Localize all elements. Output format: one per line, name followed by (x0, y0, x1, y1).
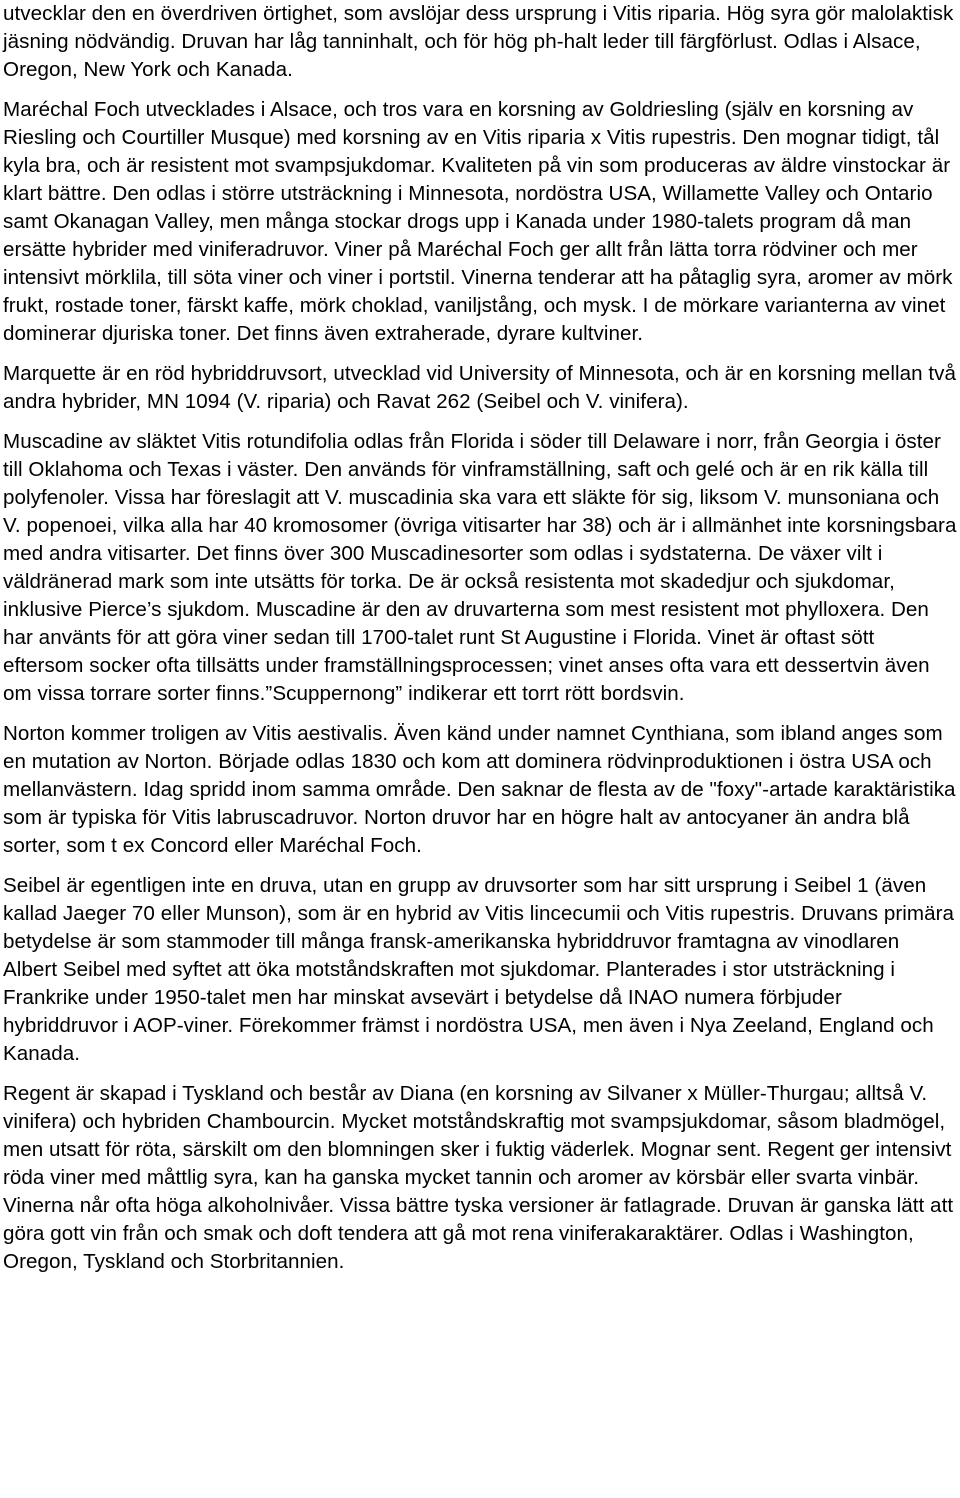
paragraph-marquette: Marquette är en röd hybriddruvsort, utvecklad vid University of Minnesota, och är en korsning mellan två andra hybrider, MN 1094 (V. riparia) och Ravat 262 (Seibel och V. vinifera). (3, 362, 956, 413)
paragraph-riparia-continued: utvecklar den en överdriven örtighet, som avslöjar dess ursprung i Vitis riparia. Hög syra gör malolaktisk jäsning nödvändig. Druvan har låg tanninhalt, och för hög ph-halt leder till färgförlust. Odlas i Alsace, Oregon, New York och Kanada. (3, 2, 954, 81)
document-page (3, 0, 957, 1288)
paragraph-marechal-foch: Maréchal Foch utvecklades i Alsace, och tros vara en korsning av Goldriesling (själv en korsning av Riesling och Courtiller Musque) med korsning av en Vitis riparia x Vitis rupestris. Den mognar tidigt, tål kyla bra, och är resistent mot svampsjukdomar. Kvaliteten på vin som produceras av äldre vinstockar är klart bättre. Den odlas i större utsträckning i Minnesota, nordöstra USA, Willamette Valley och Ontario samt Okanagan Valley, men många stockar drogs upp i Kanada under 1980-talets program då man ersätte hybrider med viniferadruvor. Viner på Maréchal Foch ger allt från lätta torra rödviner och mer intensivt mörklila, till söta viner och viner i portstil. Vinerna tenderar att ha påtaglig syra, aromer av mörk frukt, rostade toner, färskt kaffe, mörk choklad, vaniljstång, och mysk. I de mörkare varianterna av vinet dominerar djuriska toner. Det finns även extraherade, dyrare kultviner. (3, 98, 953, 345)
paragraph-seibel: Seibel är egentligen inte en druva, utan en grupp av druvsorter som har sitt ursprung i Seibel 1 (även kallad Jaeger 70 eller Munson), som är en hybrid av Vitis lincecumii och Vitis rupestris. Druvans primära betydelse är som stammoder till många fransk-amerikanska hybriddruvor framtagna av vinodlaren Albert Seibel med syftet att öka motståndskraften mot sjukdomar. Planterades i stor utsträckning i Frankrike under 1950-talet men har minskat avsevärt i betydelse då INAO numera förbjuder hybriddruvor i AOP-viner. Förekommer främst i nordöstra USA, men även i Nya Zeeland, England och Kanada. (3, 874, 955, 1065)
paragraph-muscadine: Muscadine av släktet Vitis rotundifolia odlas från Florida i söder till Delaware i norr, från Georgia i öster till Oklahoma och Texas i väster. Den används för vinframställning, saft och gelé och är en rik källa till polyfenoler. Vissa har föreslagit att V. muscadinia ska vara ett släkte för sig, liksom V. munsoniana och V. popenoei, vilka alla har 40 kromosomer (övriga vitisarter har 38) och är i allmänhet inte korsningsbara med andra vitisarter. Det finns över 300 Muscadinesorter som odlas i sydstaterna. De växer vilt i väldränerad mark som inte utsätts för torka. De är också resistenta mot skadedjur och sjukdomar, inklusive Pierce’s sjukdom. Muscadine är den av druvarterna som mest resistent mot phylloxera. Den har använts för att göra viner sedan till 1700-talet runt St Augustine i Florida. Vinet är oftast sött eftersom socker ofta tillsätts under framställningsprocessen; vinet anses ofta vara ett dessertvin även om vissa torrare sorter finns.”Scuppernong” indikerar ett torrt rött bordsvin. (3, 430, 957, 705)
paragraph-regent: Regent är skapad i Tyskland och består av Diana (en korsning av Silvaner x Müller-Thurgau; alltså V. vinifera) och hybriden Chambourcin. Mycket motståndskraftig mot svampsjukdomar, såsom bladmögel, men utsatt för röta, särskilt om den blomningen sker i fuktig väderlek. Mognar sent. Regent ger intensivt röda viner med måttlig syra, kan ha ganska mycket tannin och aromer av körsbär eller svarta vinbär. Vinerna når ofta höga alkoholnivåer. Vissa bättre tyska versioner är fatlagrade. Druvan är ganska lätt att göra gott vin från och smak och doft tendera att gå mot rena viniferakaraktärer. Odlas i Washington, Oregon, Tyskland och Storbritannien. (3, 1082, 954, 1273)
paragraph-norton: Norton kommer troligen av Vitis aestivalis. Även känd under namnet Cynthiana, som ibland anges som en mutation av Norton. Började odlas 1830 och kom att dominera rödvinproduktionen i östra USA och mellanvästern. Idag spridd inom samma område. Den saknar de flesta av de "foxy"-artade karaktäristika som är typiska för Vitis labruscadruvor. Norton druvor har en högre halt av antocyaner än andra blå sorter, som t ex Concord eller Maréchal Foch. (3, 722, 956, 857)
